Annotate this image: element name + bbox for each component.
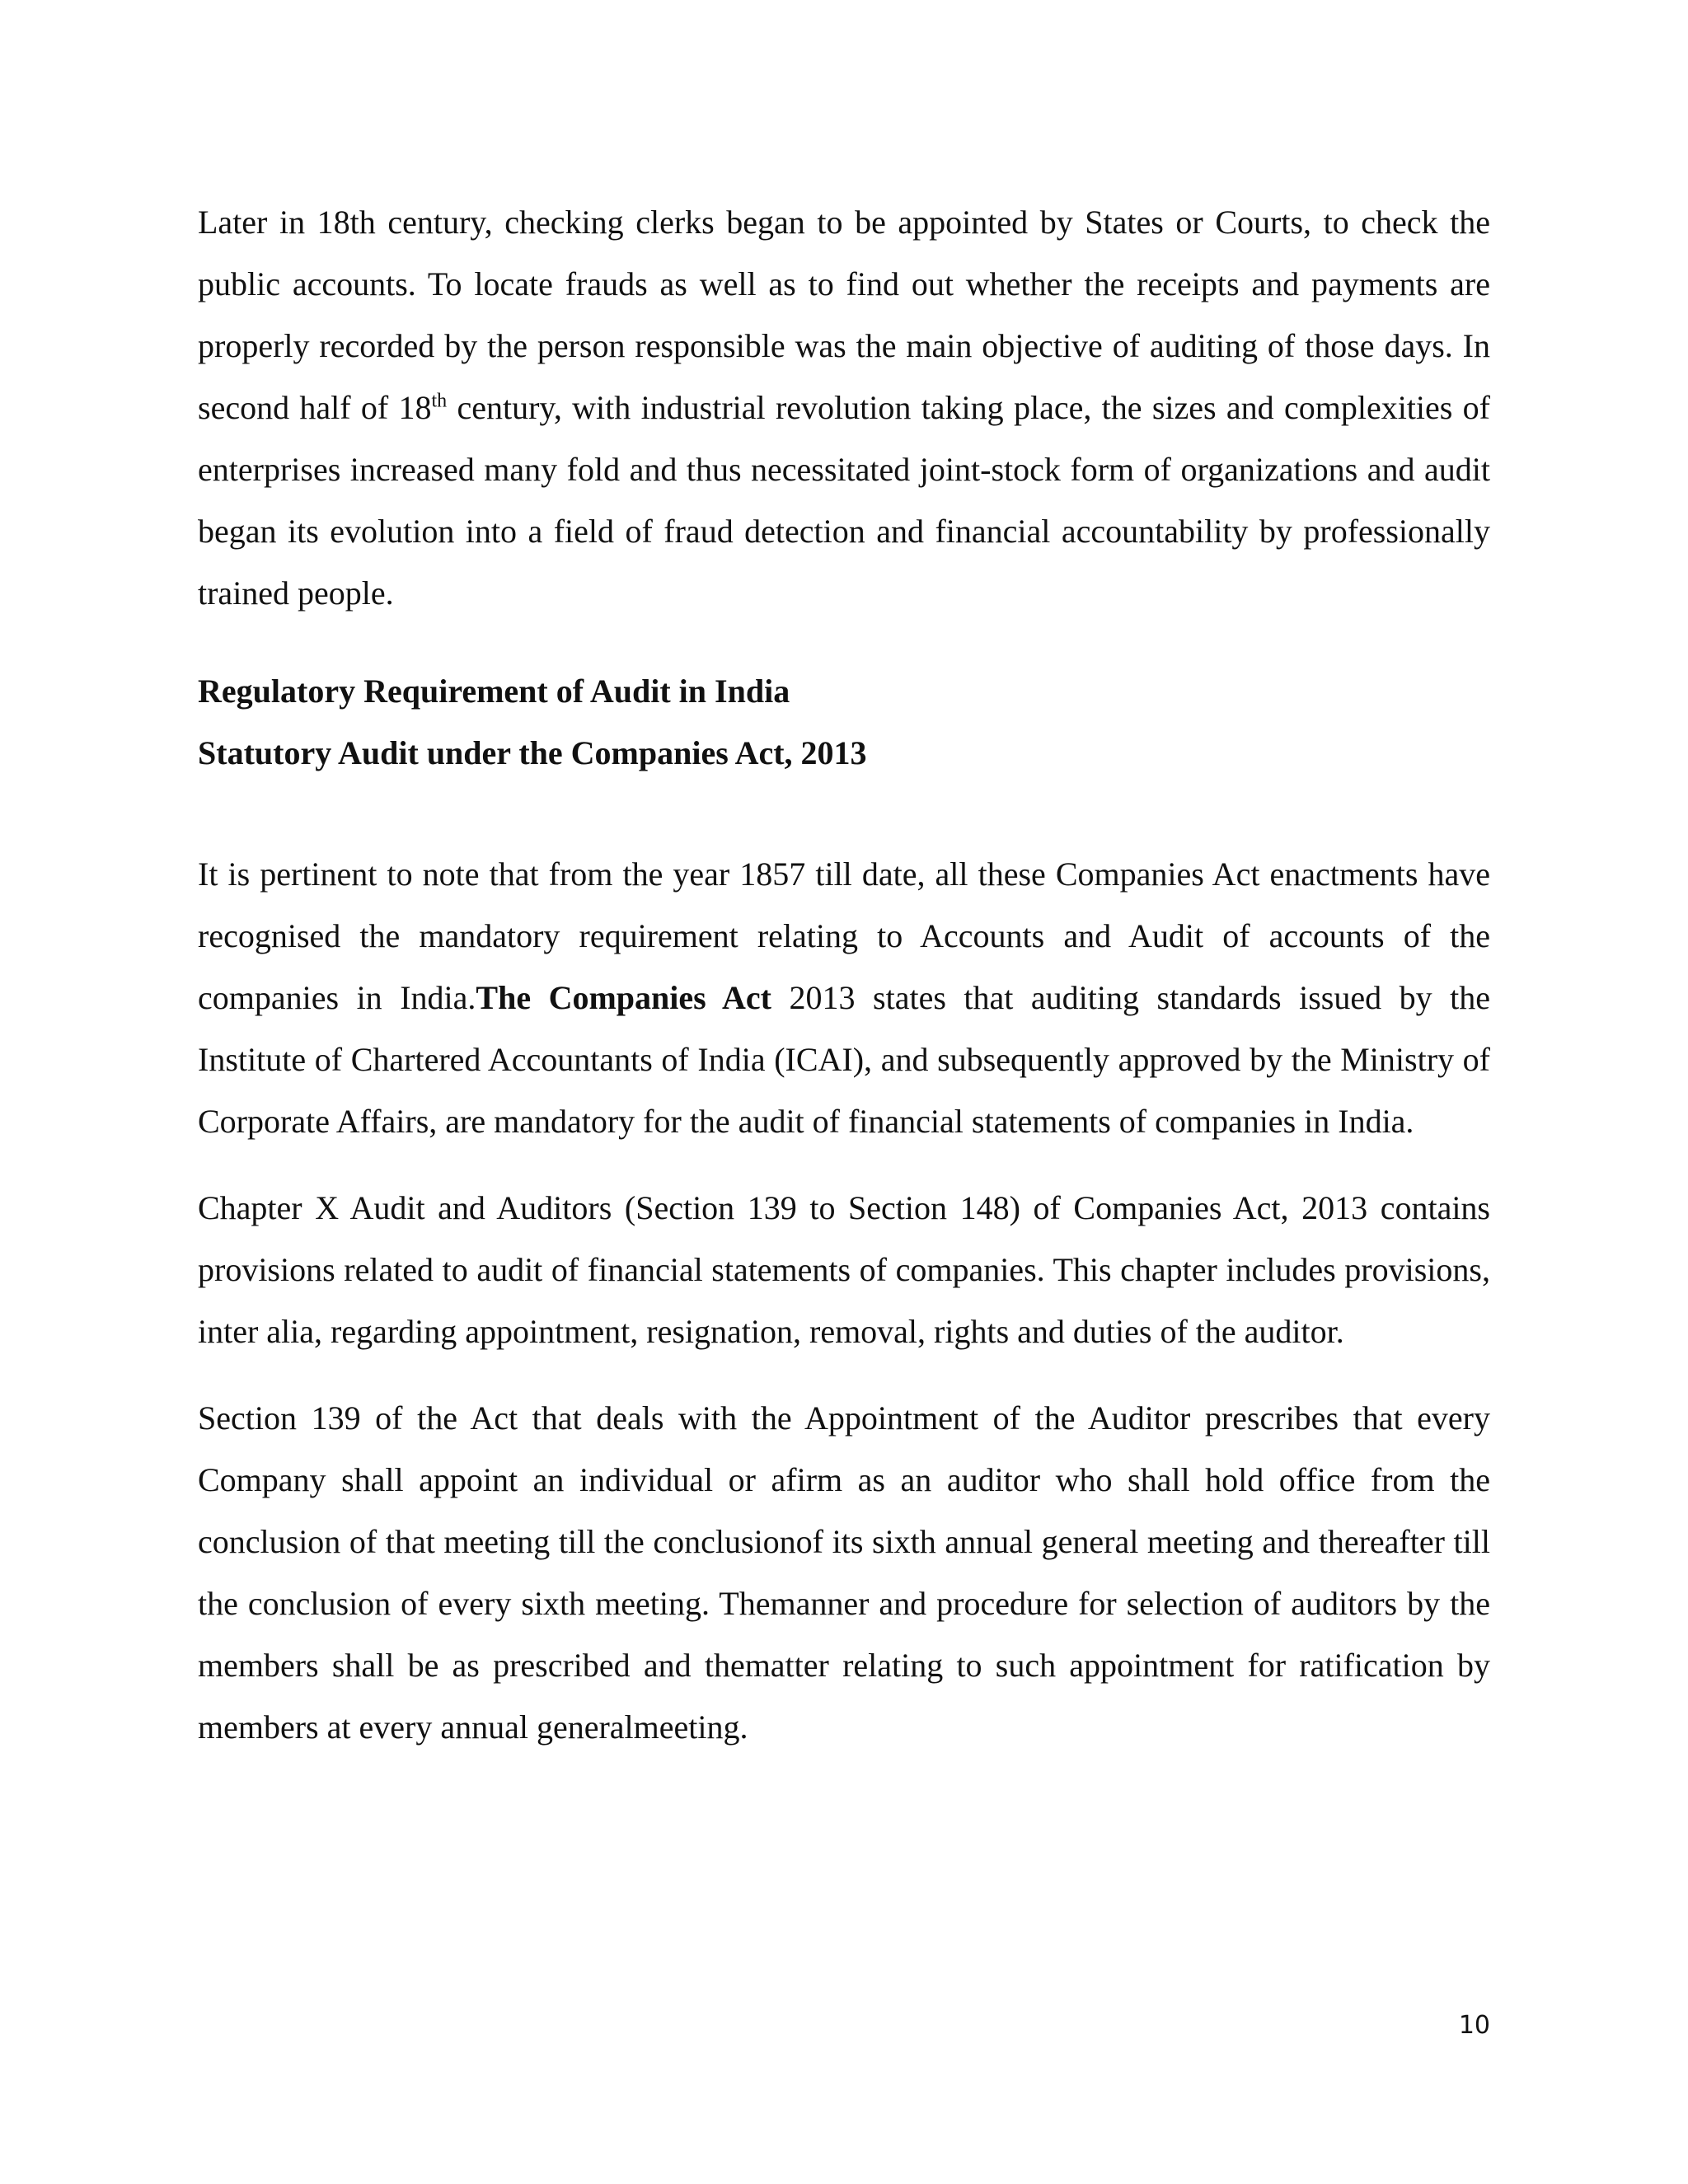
page-number: 10: [1458, 2011, 1490, 2040]
paragraph-companies-act: [198, 843, 1490, 1152]
paragraph-chapter-x: Chapter X Audit and Auditors (Section 139 to Section 148) of Companies Act, 2013 contains provisions related to audit of financial statements of companies. This chapter includes provisions, inter alia, regarding appointment, resignation, removal, rights and duties of the auditor.: [198, 1189, 1490, 1350]
heading-regulatory-requirement: Regulatory Requirement of Audit in India: [198, 673, 790, 710]
section-body: [198, 843, 1490, 1758]
paragraph-section-139: Section 139 of the Act that deals with the Appointment of the Auditor prescribes that every Company shall appoint an individual or afirm as an auditor who shall hold office from the conclusion of that meeting till the conclusionof its sixth annual general meeting and thereafter till the conclusion of every sixth meeting. Themanner and procedure for selection of auditors by the members shall be as prescribed and thematter relating to such appointment for ratification by members at every annual generalmeeting.: [198, 1399, 1490, 1746]
paragraph-history-text-a: Later in 18th century, checking clerks began to be appointed by States or Courts, to check the public accounts. To locate frauds as well as to find out whether the receipts and payments are properly recorded by the person responsible was the main objective of auditing of those days. In second half of 18: [198, 204, 1490, 426]
paragraph-history-text-b: century, with industrial revolution taking place, the sizes and complexities of enterprises increased many fold and thus necessitated joint-stock form of organizations and audit began its evolution into a field of fraud detection and financial accountability by professionally trained people.: [198, 389, 1490, 612]
superscript-th: th: [431, 390, 448, 412]
paragraph-history: [198, 191, 1490, 624]
paragraph-companies-act-text-b: 2013 states that auditing standards issued by the Institute of Chartered Accountants of India (ICAI), and subsequently approved by the Ministry of Corporate Affairs, are mandatory for the audit of financial statements of companies in India.: [198, 979, 1490, 1140]
heading-statutory-audit: Statutory Audit under the Companies Act, 2013: [198, 734, 867, 771]
document-page: [198, 191, 1490, 1758]
companies-act-bold: The Companies Act: [476, 979, 771, 1016]
paragraph-companies-act-text-a: It is pertinent to note that from the year 1857 till date, all these Companies Act enactments have recognised the mandatory requirement relating to Accounts and Audit of accounts of the companies in India.: [198, 855, 1490, 1016]
section-headings: [198, 660, 1490, 784]
